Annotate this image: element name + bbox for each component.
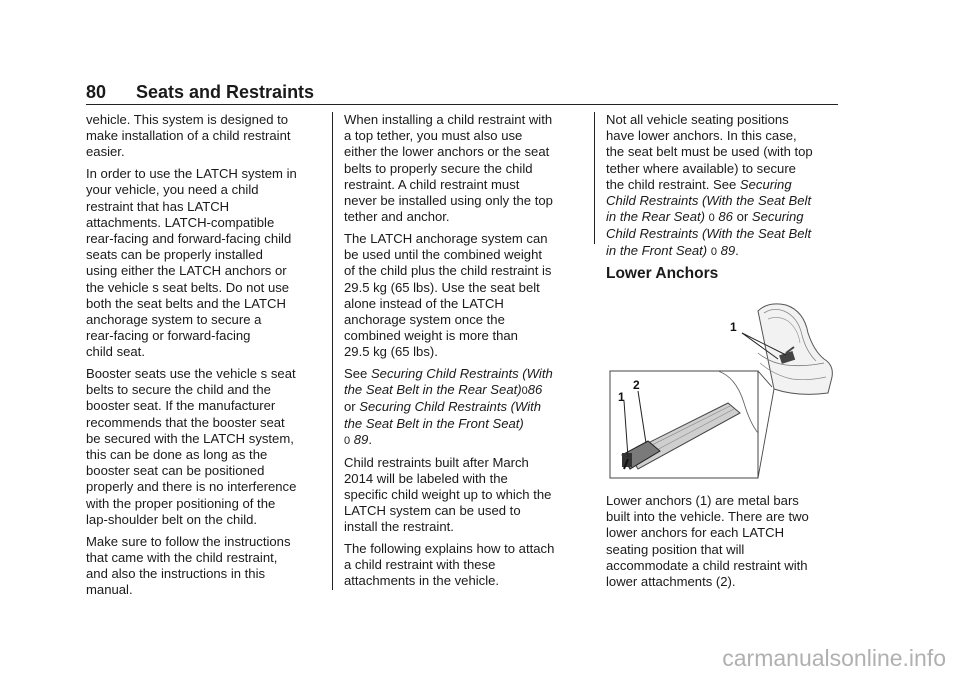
text-line: the vehicle s seat belts. Do not use xyxy=(86,279,290,295)
text-line: restraint that has LATCH xyxy=(86,198,230,214)
page-ref-number[interactable]: 89 xyxy=(353,431,369,447)
text-line xyxy=(344,416,580,432)
text-line xyxy=(606,177,842,193)
column-divider-2 xyxy=(594,112,595,244)
text-line: a child restraint with these xyxy=(344,557,496,573)
text-line: your vehicle, you need a child xyxy=(86,182,259,198)
text-line: a top tether, you must also use xyxy=(344,128,523,144)
page-ref-number[interactable]: 86 xyxy=(527,382,543,398)
text-line xyxy=(344,382,580,399)
column-divider-1 xyxy=(332,112,333,590)
paragraph-see-references xyxy=(344,366,580,449)
text-line: The LATCH anchorage system can xyxy=(344,230,548,246)
text-line: child seat. xyxy=(86,344,145,360)
text-line: belts to properly secure the child xyxy=(344,160,533,176)
text-line: recommends that the booster seat xyxy=(86,414,285,430)
text-line: either the lower anchors or the seat xyxy=(344,144,550,160)
text-line: rear-facing or forward-facing xyxy=(86,328,251,344)
text-line: 29.5 kg (65 lbs). xyxy=(344,344,438,360)
text-line xyxy=(606,209,842,226)
lower-anchors-heading: Lower Anchors xyxy=(606,264,719,282)
text-line: anchorage system to secure a xyxy=(86,311,262,327)
text-line: Not all vehicle seating positions xyxy=(606,112,789,127)
text-line: lap-shoulder belt on the child. xyxy=(86,511,258,527)
figure-label-anchor-bottom: 1 xyxy=(618,390,625,404)
text-line: both the seat belts and the LATCH xyxy=(86,295,286,311)
text-line: seats can be properly installed xyxy=(86,247,263,263)
text-line: attachments. LATCH-compatible xyxy=(86,214,275,230)
figure-caption xyxy=(606,493,842,596)
text-line: vehicle. This system is designed to xyxy=(86,112,289,127)
text-line: booster seat. If the manufacturer xyxy=(86,398,276,414)
text-line: the seat belt must be used (with top xyxy=(606,144,813,160)
text-line: built into the vehicle. There are two xyxy=(606,509,809,525)
text-line: lower attachments (2). xyxy=(606,574,736,590)
paragraph-following-explains xyxy=(344,541,580,590)
cross-reference-link[interactable]: in the Rear Seat) xyxy=(606,209,705,225)
text-line: Booster seats use the vehicle s seat xyxy=(86,366,296,382)
paragraph-not-all-positions xyxy=(606,112,842,260)
page-number: 80 xyxy=(86,82,107,102)
figure-label-anchor-top: 1 xyxy=(730,320,737,334)
cross-reference-link[interactable]: the Seat Belt in the Front Seat) xyxy=(344,415,524,431)
text-run: . xyxy=(735,242,739,258)
site-watermark: carmanualsonline.info xyxy=(722,645,946,671)
cross-reference-link[interactable]: Securing Child Restraints (With xyxy=(370,366,553,382)
paragraph-intro xyxy=(86,112,322,161)
text-line: combined weight is more than xyxy=(344,328,518,344)
cross-reference-link[interactable]: the Seat Belt in the Rear Seat) xyxy=(344,382,522,398)
text-line: anchorage system once the xyxy=(344,311,505,327)
text-run: or xyxy=(732,209,752,225)
text-line: rear-facing and forward-facing child xyxy=(86,230,292,246)
text-line: tether and anchor. xyxy=(344,209,450,225)
text-line xyxy=(606,193,842,209)
cross-reference-link[interactable]: Child Restraints (With the Seat Belt xyxy=(606,193,812,209)
page-ref-number[interactable]: 89 xyxy=(720,242,736,258)
text-line: LATCH system can be used to xyxy=(344,503,521,519)
text-line: lower anchors for each LATCH xyxy=(606,525,785,541)
text-line: with the proper positioning of the xyxy=(86,495,276,511)
paragraph-labeling xyxy=(344,455,580,536)
text-line: The following explains how to attach xyxy=(344,541,555,557)
text-line: booster seat can be positioned xyxy=(86,463,265,479)
paragraph-top-tether xyxy=(344,112,580,225)
text-line: manual. xyxy=(86,582,133,598)
paragraph-weight-limit xyxy=(344,231,580,361)
text-line: easier. xyxy=(86,144,125,160)
text-line: seating position that will xyxy=(606,541,745,557)
text-line: alone instead of the LATCH xyxy=(344,295,504,311)
text-line: specific child weight up to which the xyxy=(344,486,552,502)
page-ref-arrow-icon: 0 xyxy=(710,245,717,258)
text-line: install the restraint. xyxy=(344,519,454,535)
page-ref-arrow-icon: 0 xyxy=(708,212,715,225)
cross-reference-link[interactable]: Child Restraints (With the Seat Belt xyxy=(606,226,812,242)
lower-anchors-illustration xyxy=(608,293,842,482)
text-line: Make sure to follow the instructions xyxy=(86,533,291,549)
paragraph-follow-instructions xyxy=(86,534,322,599)
text-line: When installing a child restraint with xyxy=(344,112,553,127)
text-column-2 xyxy=(344,112,580,595)
paragraph-booster-seats xyxy=(86,366,322,528)
cross-reference-link[interactable]: in the Front Seat) xyxy=(606,242,708,258)
text-line: restraint. A child restraint must xyxy=(344,176,520,192)
text-line xyxy=(606,243,842,260)
text-line: using either the LATCH anchors or xyxy=(86,263,287,279)
paragraph-latch-usage xyxy=(86,166,322,360)
text-line: In order to use the LATCH system in xyxy=(86,166,297,182)
text-run: . xyxy=(368,431,372,447)
text-column-3 xyxy=(606,112,842,288)
page-ref-arrow-icon: 0 xyxy=(521,385,528,398)
cross-reference-link[interactable]: Securing xyxy=(751,209,804,225)
text-line: be secured with the LATCH system, xyxy=(86,430,294,446)
text-line: never be installed using only the top xyxy=(344,193,553,209)
text-run: the child restraint. See xyxy=(606,176,740,192)
text-line xyxy=(606,226,842,242)
text-line: properly and there is no interference xyxy=(86,479,297,495)
text-run: See xyxy=(344,366,371,382)
text-line: belts to secure the child and the xyxy=(86,382,271,398)
page-header xyxy=(86,80,838,105)
text-line: Lower anchors (1) are metal bars xyxy=(606,493,799,508)
text-line: of the child plus the child restraint is xyxy=(344,263,552,279)
paragraph-lower-anchors-caption xyxy=(606,493,842,590)
text-line: this can be done as long as the xyxy=(86,447,268,463)
text-line: Child restraints built after March xyxy=(344,454,529,470)
text-line: have lower anchors. In this case, xyxy=(606,128,797,144)
page-ref-arrow-icon: 0 xyxy=(344,434,351,447)
text-line: make installation of a child restraint xyxy=(86,128,291,144)
page-ref-number[interactable]: 86 xyxy=(718,209,733,225)
cross-reference-link[interactable]: Securing Child Restraints (With xyxy=(359,399,542,415)
text-line xyxy=(344,366,580,382)
text-line: be used until the combined weight xyxy=(344,247,542,263)
text-line: 29.5 kg (65 lbs). Use the seat belt xyxy=(344,279,540,295)
text-line xyxy=(344,432,580,449)
section-title: Seats and Restraints xyxy=(136,82,315,102)
text-line: attachments in the vehicle. xyxy=(344,573,500,589)
text-line: and also the instructions in this xyxy=(86,565,266,581)
text-line: tether where available) to secure xyxy=(606,160,796,176)
text-line xyxy=(344,399,580,415)
cross-reference-link[interactable]: Securing xyxy=(739,176,792,192)
text-line: 2014 will be labeled with the xyxy=(344,470,508,486)
text-line: that came with the child restraint, xyxy=(86,549,278,565)
text-run: or xyxy=(344,399,360,415)
text-column-1 xyxy=(86,112,322,604)
text-line: accommodate a child restraint with xyxy=(606,557,808,573)
figure-label-attachment: 2 xyxy=(633,378,640,392)
